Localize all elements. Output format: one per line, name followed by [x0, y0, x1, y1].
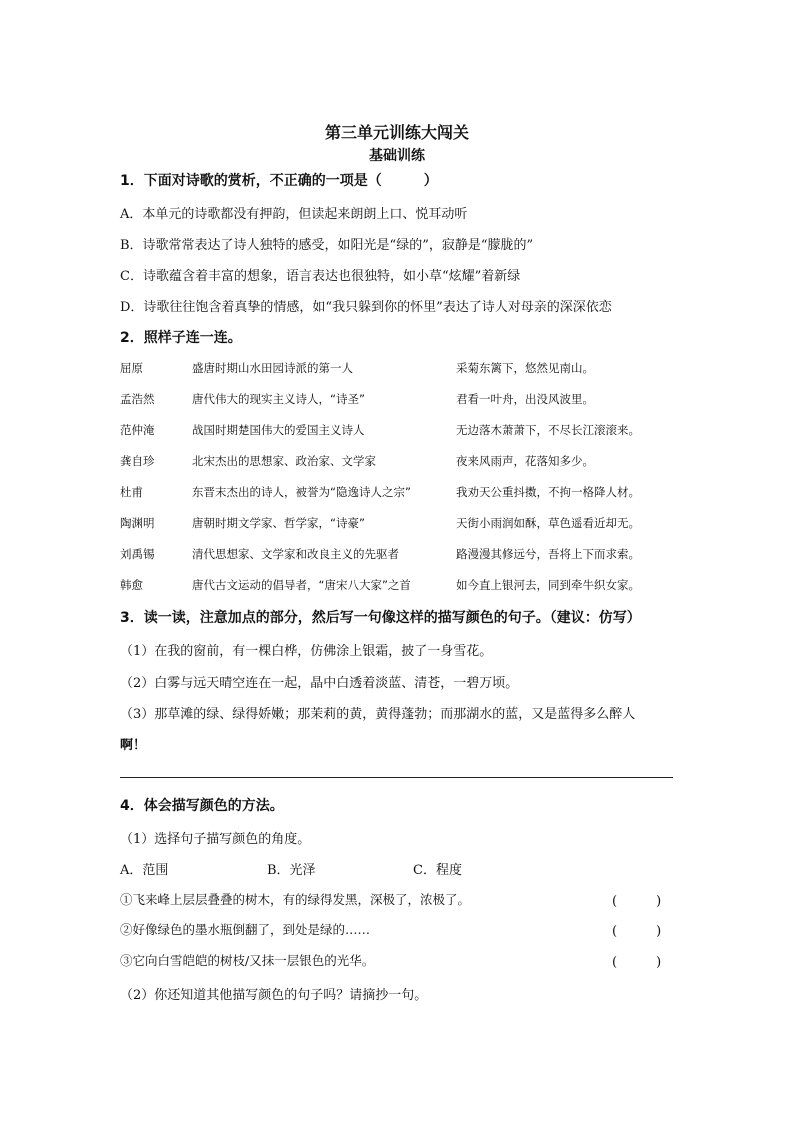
q3-sentence-2: （2）白雾与远天晴空连在一起，晶中白透着淡蓝、清苍，一碧万顷。: [120, 676, 519, 691]
poet-name[interactable]: 韩愈: [120, 578, 143, 592]
q4-option-a: A．范围: [120, 863, 169, 878]
q4-item-1: ①飞来峰上层层叠叠的树木，有的绿得发黑，深极了，浓极了。: [120, 892, 471, 907]
poem-line[interactable]: 我劝天公重抖擞，不拘一格降人材。: [456, 485, 640, 499]
poet-name[interactable]: 屈原: [120, 361, 143, 375]
q4-option-b: B．光泽: [267, 863, 316, 878]
answer-line[interactable]: [120, 777, 673, 778]
poet-description[interactable]: 北宋杰出的思想家、政治家、文学家: [192, 454, 376, 468]
poet-name[interactable]: 杜甫: [120, 485, 143, 499]
poem-line[interactable]: 路漫漫其修远兮，吾将上下而求索。: [456, 547, 640, 561]
poet-description[interactable]: 唐代伟大的现实主义诗人，“诗圣”: [192, 392, 365, 406]
poet-description[interactable]: 盛唐时期山水田园诗派的第一人: [192, 361, 353, 375]
match-row: [120, 422, 680, 442]
match-row: [120, 360, 680, 380]
poem-line[interactable]: 无边落木萧萧下，不尽长江滚滚来。: [456, 423, 640, 437]
match-row: [120, 577, 680, 597]
poet-name[interactable]: 范仲淹: [120, 423, 155, 437]
match-row: [120, 546, 680, 566]
poet-description[interactable]: 战国时期楚国伟大的爱国主义诗人: [192, 423, 365, 437]
poem-line[interactable]: 采菊东篱下，悠然见南山。: [456, 361, 594, 375]
match-row: [120, 484, 680, 504]
poem-line[interactable]: 如今直上银河去，同到牵牛织女家。: [456, 578, 640, 592]
poet-description[interactable]: 东晋末杰出的诗人，被誉为“隐逸诗人之宗”: [192, 485, 411, 499]
poet-description[interactable]: 唐朝时期文学家、哲学家，“诗豪”: [192, 516, 365, 530]
question-3-stem: 3．读一读，注意加点的部分，然后写一句像这样的描写颜色的句子。（建议：仿写）: [120, 610, 641, 626]
poet-description[interactable]: 唐代古文运动的倡导者，“唐宋八大家”之首: [192, 578, 411, 592]
poem-line[interactable]: 天街小雨润如酥，草色遥看近却无。: [456, 516, 640, 530]
q4-item-2: ②好像绿色的墨水瓶倒翻了，到处是绿的……: [120, 922, 371, 937]
q3-sentence-1: （1）在我的窗前，有一棵白桦，仿佛涂上银霜，披了一身雪花。: [120, 644, 493, 659]
poem-line[interactable]: 君看一叶舟，出没风波里。: [456, 392, 594, 406]
poet-name[interactable]: 孟浩然: [120, 392, 155, 406]
question-2-stem: 2．照样子连一连。: [120, 330, 242, 346]
match-row: [120, 453, 680, 473]
match-row: [120, 515, 680, 535]
answer-blank-2[interactable]: ( ): [612, 924, 662, 939]
q3-sentence-3-end: 啊！: [120, 738, 147, 753]
q1-option-c: C．诗歌蕴含着丰富的想象，语言表达也很独特，如小草“炫耀”着新绿: [120, 269, 521, 284]
poem-line[interactable]: 夜来风雨声，花落知多少。: [456, 454, 594, 468]
q4-sub-question-2: （2）你还知道其他描写颜色的句子吗？请摘抄一句。: [120, 988, 428, 1003]
q4-sub-question-1: （1）选择句子描写颜色的角度。: [120, 832, 311, 847]
answer-blank-3[interactable]: ( ): [612, 955, 662, 970]
q1-option-b: B．诗歌常常表达了诗人独特的感受，如阳光是“绿的”，寂静是“朦胧的”: [120, 238, 534, 253]
question-1-stem: 1．下面对诗歌的赏析，不正确的一项是（ ）: [120, 173, 438, 189]
question-4-stem: 4．体会描写颜色的方法。: [120, 798, 284, 814]
page-subtitle: 基础训练: [369, 148, 425, 164]
page-title: 第三单元训练大闯关: [324, 123, 469, 142]
poet-name[interactable]: 陶渊明: [120, 516, 155, 530]
q1-option-d: D．诗歌往往饱含着真挚的情感，如“我只躲到你的怀里”表达了诗人对母亲的深深依恋: [120, 300, 612, 315]
q4-item-3: ③它向白雪皑皑的树枝/又抹一层银色的光华。: [120, 953, 375, 968]
q1-option-a: A．本单元的诗歌都没有押韵，但读起来朗朗上口、悦耳动听: [120, 207, 468, 222]
q4-option-c: C．程度: [413, 863, 462, 878]
match-row: [120, 391, 680, 411]
poet-name[interactable]: 刘禹锡: [120, 547, 155, 561]
q3-sentence-3: （3）那草滩的绿、绿得娇嫩；那茉莉的黄，黄得蓬勃；而那湖水的蓝，又是蓝得多么醉人: [120, 707, 636, 722]
answer-blank-1[interactable]: ( ): [612, 894, 662, 909]
poet-description[interactable]: 清代思想家、文学家和改良主义的先驱者: [192, 547, 399, 561]
poet-name[interactable]: 龚自珍: [120, 454, 155, 468]
